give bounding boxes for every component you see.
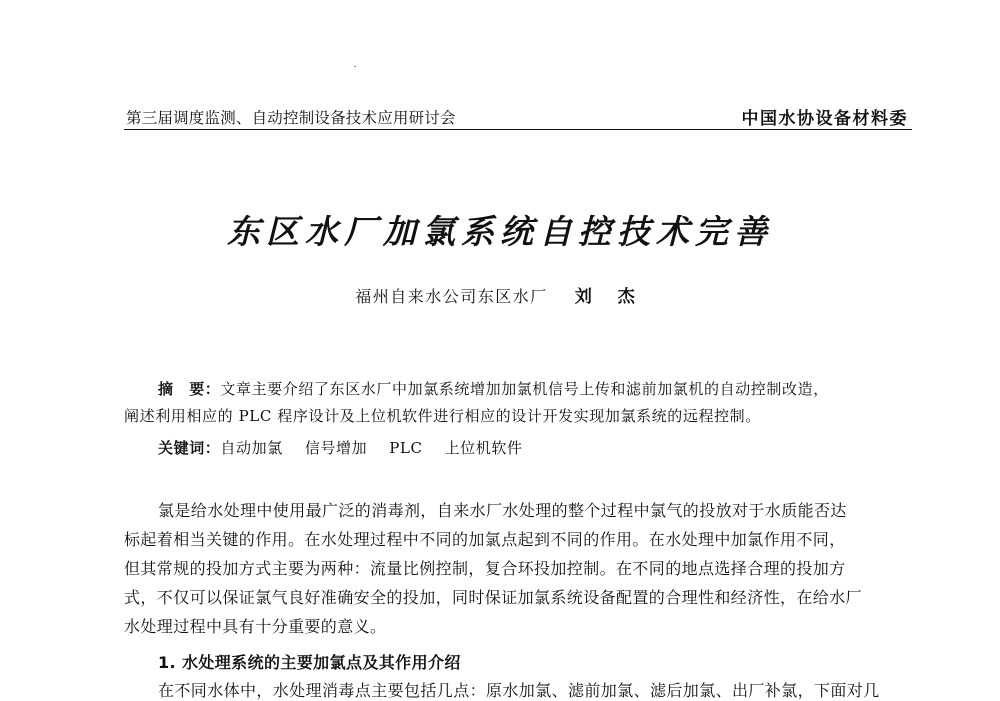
keyword-item: 自动加氯 xyxy=(220,439,283,457)
section-partial-line: 在不同水体中，水处理消毒点主要包括几点：原水加氯、滤前加氯、滤后加氯、出厂补氯，下面对几 xyxy=(158,681,880,700)
paragraph-line: 式，不仅可以保证氯气良好准确安全的投加，同时保证加氯系统设备配置的合理性和经济性，在给水厂 xyxy=(124,588,863,607)
keywords-label: 关键词： xyxy=(158,439,221,457)
abstract-text-1: 文章主要介绍了东区水厂中加氯系统增加加氯机信号上传和滤前加氯机的自动控制改造， xyxy=(220,380,829,398)
author-name: 刘 杰 xyxy=(574,287,645,307)
paragraph-line: 标起着相当关键的作用。在水处理过程中不同的加氯点起到不同的作用。在水处理中加氯作用不同， xyxy=(124,530,846,549)
abstract-line-1 xyxy=(124,376,916,403)
keywords xyxy=(158,437,545,458)
paragraph-line: 水处理过程中具有十分重要的意义。 xyxy=(124,617,387,636)
header-rule xyxy=(124,129,912,130)
abstract-line-2: 阐述利用相应的 PLC 程序设计及上位机软件进行相应的设计开发实现加氯系统的远程控制。 xyxy=(124,407,761,425)
author-affiliation: 福州自来水公司东区水厂 xyxy=(355,287,548,306)
abstract-label: 摘 要： xyxy=(158,380,221,398)
keyword-item: 上位机软件 xyxy=(444,439,523,457)
abstract xyxy=(124,376,916,430)
intro-paragraph xyxy=(124,496,914,641)
running-header xyxy=(124,104,912,130)
scan-speck xyxy=(354,66,356,67)
paragraph-line: 但其常规的投加方式主要为两种：流量比例控制，复合环投加控制。在不同的地点选择合理的投加方 xyxy=(124,559,846,578)
paper-title: 东区水厂加氯系统自控技术完善 xyxy=(227,212,773,251)
keyword-item: PLC xyxy=(389,439,423,457)
organization-name: 中国水协设备材料委 xyxy=(741,109,908,129)
conference-name: 第三届调度监测、自动控制设备技术应用研讨会 xyxy=(126,109,456,127)
keyword-item: 信号增加 xyxy=(304,439,368,457)
author-line xyxy=(0,282,1000,307)
paragraph-line: 氯是给水处理中使用最广泛的消毒剂，自来水厂水处理的整个过程中氯气的投放对于水质能否达 xyxy=(158,501,847,520)
section-heading: 1. 水处理系统的主要加氯点及其作用介绍 xyxy=(158,653,461,672)
